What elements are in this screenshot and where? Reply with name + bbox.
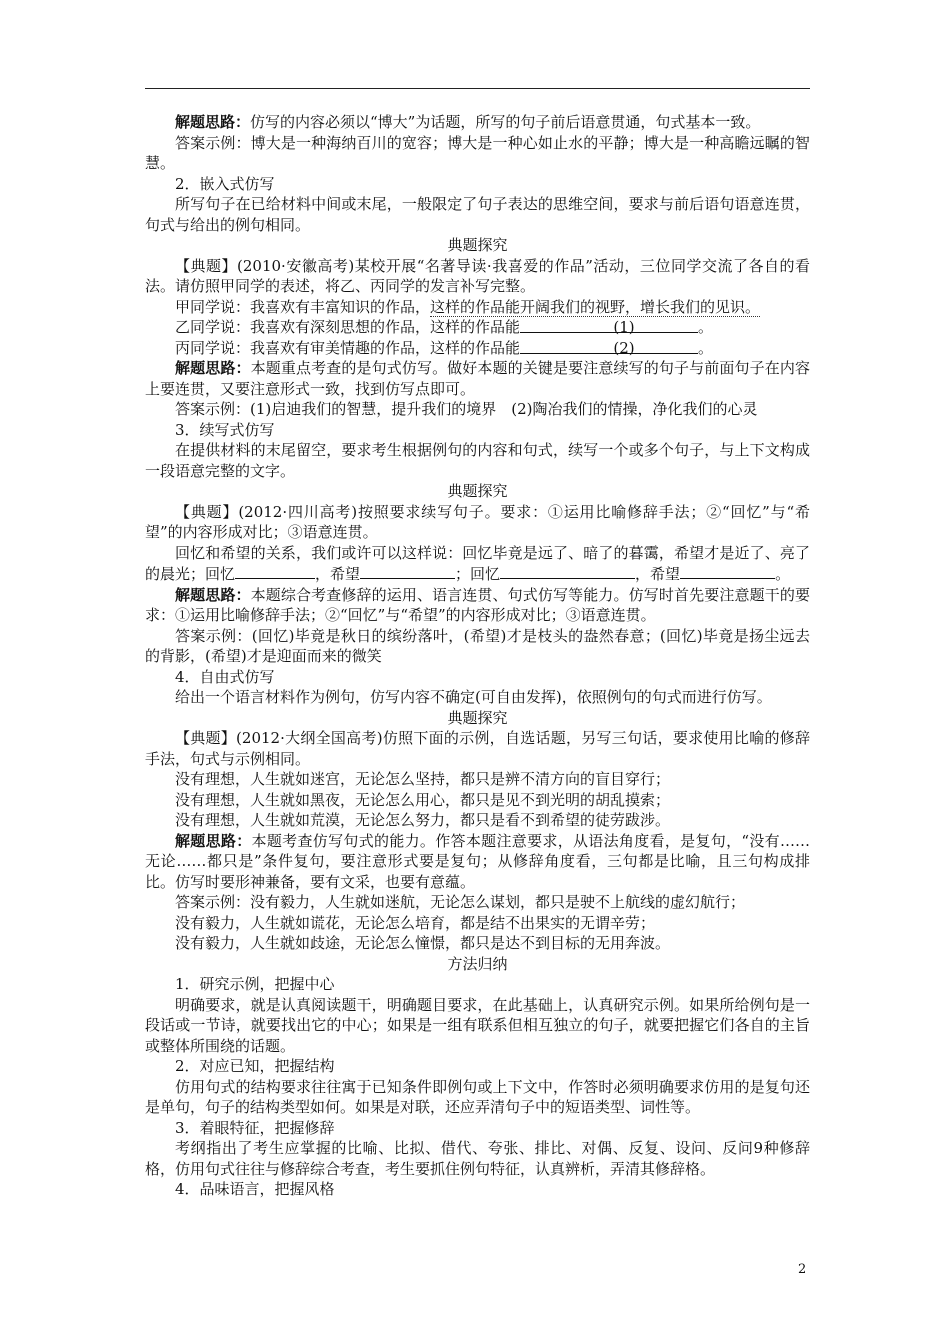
paragraph: 解题思路：本题综合考查修辞的运用、语言连贯、句式仿写等能力。仿写时首先要注意题干的要求：①运用比喻修辞手法；②“回忆”与“希望”的内容形成对比；③语意连贯。 bbox=[145, 585, 810, 624]
paragraph: 答案示例：(回忆)毕竟是秋日的缤纷落叶，(希望)才是枝头的盎然春意；(回忆)毕竟是扬尘远去的背影，(希望)才是迎面而来的微笑 bbox=[145, 626, 810, 665]
paragraph: 在提供材料的末尾留空，要求考生根据例句的内容和句式，续写一个或多个句子，与上下文构成一段语意完整的文字。 bbox=[145, 441, 810, 480]
question: 【典题】(2012·四川高考)按照要求续写句子。要求：①运用比喻修辞手法；②“回忆”与“希望”的内容形成对比；③语意连贯。 bbox=[145, 502, 810, 541]
paragraph: 所写句子在已给材料中间或末尾，一般限定了句子表达的思维空间，要求与前后语句语意连贯，句式与给出的例句相同。 bbox=[145, 195, 810, 234]
paragraph: 乙同学说：我喜欢有深刻思想的作品，这样的作品能 (1) 。 bbox=[175, 318, 714, 336]
question: 【典题】(2010·安徽高考)某校开展“名著导读·我喜爱的作品”活动，三位同学交流了各自的看法。请仿照甲同学的表述，将乙、丙同学的发言补写完整。 bbox=[145, 256, 810, 295]
subheading: 方法归纳 bbox=[447, 954, 508, 973]
blank-1: (1) bbox=[520, 317, 698, 333]
paragraph: 解题思路：仿写的内容必须以“博大”为话题，所写的句子前后语意贯通，句式基本一致。 bbox=[175, 113, 761, 131]
paragraph: 甲同学说：我喜欢有丰富知识的作品，这样的作品能开阔我们的视野，增长我们的见识。 bbox=[175, 297, 761, 316]
blank bbox=[360, 563, 455, 579]
method-heading: 4．品味语言，把握风格 bbox=[175, 1180, 335, 1198]
heading-free: 4．自由式仿写 bbox=[175, 667, 275, 686]
document-body bbox=[145, 112, 810, 1200]
method-heading: 1．研究示例，把握中心 bbox=[175, 975, 335, 993]
blank bbox=[680, 563, 775, 579]
label-thinking: 解题思路： bbox=[175, 113, 251, 131]
method-heading: 2．对应已知，把握结构 bbox=[175, 1057, 335, 1075]
page-number: 2 bbox=[798, 1262, 807, 1277]
heading-embedded: 2．嵌入式仿写 bbox=[175, 174, 275, 193]
header-rule bbox=[145, 88, 810, 89]
paragraph: 解题思路：本题考查仿写句式的能力。作答本题注意要求，从语法角度看，是复句，“没有……无论……都只是”条件复句，要注意形式要是复句；从修辞角度看，三句都是比喻，且三句构成排比。仿写时要形神兼备，要有文采，也要有意蕴。 bbox=[145, 831, 810, 891]
subheading: 典题探究 bbox=[447, 236, 508, 254]
method-heading: 3．着眼特征，把握修辞 bbox=[175, 1118, 335, 1137]
paragraph: 回忆和希望的关系，我们或许可以这样说：回忆毕竟是远了、暗了的暮霭，希望才是近了、亮了的晨光；回忆 ，希望 ；回忆 ，希望 。 bbox=[145, 543, 810, 583]
example-line: 没有理想，人生就如黑夜，无论怎么用心，都只是见不到光明的胡乱摸索； bbox=[175, 790, 671, 809]
blank bbox=[500, 563, 635, 579]
paragraph: 考纲指出了考生应掌握的比喻、比拟、借代、夸张、排比、对偶、反复、设问、反问9种修辞格，仿用句式往往与修辞综合考查，考生要抓住例句特征，认真辨析，弄清其修辞格。 bbox=[145, 1139, 810, 1178]
example-line: 没有理想，人生就如荒漠，无论怎么努力，都只是看不到希望的徒劳跋涉。 bbox=[175, 811, 671, 829]
paragraph: 答案示例：博大是一种海纳百川的宽容；博大是一种心如止水的平静；博大是一种高瞻远瞩的智慧。 bbox=[145, 133, 810, 172]
paragraph: 答案示例：(1)启迪我们的智慧，提升我们的境界 (2)陶冶我们的情操，净化我们的心灵 bbox=[175, 400, 758, 418]
question: 【典题】(2012·大纲全国高考)仿照下面的示例，自选话题，另写三句话，要求使用比喻的修辞手法，句式与示例相同。 bbox=[145, 729, 810, 768]
answer-line: 没有毅力，人生就如歧途，无论怎么憧憬，都只是达不到目标的无用奔波。 bbox=[175, 934, 671, 952]
answer-line: 没有毅力，人生就如谎花，无论怎么培育，都是结不出果实的无谓辛劳； bbox=[175, 913, 656, 932]
heading-continuation: 3．续写式仿写 bbox=[175, 420, 275, 439]
paragraph: 丙同学说：我喜欢有审美情趣的作品，这样的作品能 (2) 。 bbox=[175, 338, 714, 357]
subheading: 典题探究 bbox=[447, 482, 508, 500]
paragraph: 仿用句式的结构要求往往寓于已知条件即例句或上下文中，作答时必须明确要求仿用的是复句还是单句，句子的结构类型如何。如果是对联，还应弄清句子中的短语类型、词性等。 bbox=[145, 1077, 810, 1116]
answer-line: 答案示例：没有毅力，人生就如迷航，无论怎么谋划，都只是驶不上航线的虚幻航行； bbox=[175, 893, 746, 911]
example-line: 没有理想，人生就如迷宫，无论怎么坚持，都只是辨不清方向的盲目穿行； bbox=[175, 770, 671, 788]
dotted-emphasis: 这样的作品能开阔我们的视野，增长我们的见识。 bbox=[430, 297, 761, 316]
subheading: 典题探究 bbox=[447, 708, 508, 727]
blank bbox=[235, 563, 315, 579]
blank-2: (2) bbox=[520, 338, 698, 354]
paragraph: 明确要求，就是认真阅读题干，明确题目要求，在此基础上，认真研究示例。如果所给例句是一段话或一节诗，就要找出它的中心；如果是一组有联系但相互独立的句子，就要把握它们各自的主旨或整体所围绕的话题。 bbox=[145, 995, 810, 1055]
paragraph: 解题思路：本题重点考查的是句式仿写。做好本题的关键是要注意续写的句子与前面句子在内容上要连贯，又要注意形式一致，找到仿写点即可。 bbox=[145, 359, 810, 398]
paragraph: 给出一个语言材料作为例句，仿写内容不确定(可自由发挥)，依照例句的句式而进行仿写。 bbox=[175, 688, 772, 706]
